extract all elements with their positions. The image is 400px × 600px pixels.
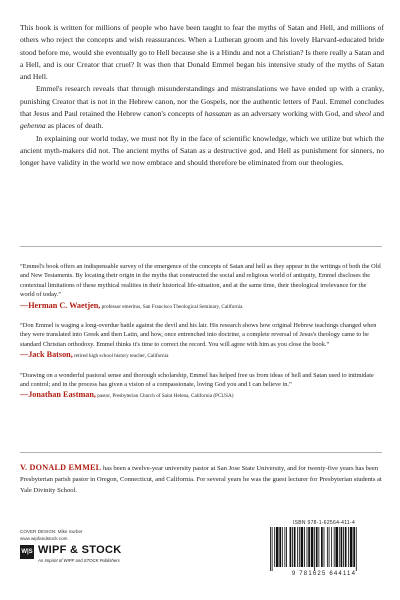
endorser-role: professor emeritus, San Francisco Theological Seminary, California: [100, 303, 243, 310]
barcode-bar: [348, 527, 349, 567]
endorsement-attribution: [20, 350, 382, 361]
endorser-name: —Jack Batson,: [20, 350, 73, 360]
barcode-bar: [307, 527, 308, 567]
barcode-bar: [324, 527, 325, 567]
publisher-block: [20, 545, 121, 563]
barcode-bar: [284, 527, 285, 567]
barcode-bar: [316, 527, 318, 567]
text-run: and: [371, 109, 385, 119]
barcode-bar: [294, 527, 296, 567]
term-gehenna: gehenna: [20, 121, 46, 131]
endorsement-attribution: [20, 390, 382, 401]
barcode-bar: [276, 527, 279, 567]
barcode-bar: [308, 527, 310, 567]
barcode-bar: [321, 527, 323, 567]
cover-design-credit: COVER DESIGN: Mike Surber: [20, 529, 83, 534]
publisher-name: WIPF & STOCK: [38, 544, 122, 556]
barcode-bar: [341, 527, 343, 567]
barcode-bar: [350, 527, 353, 567]
barcode-bar: [297, 527, 298, 567]
barcode-bar: [331, 527, 332, 567]
barcode-bar: [286, 527, 287, 567]
endorser-name: —Herman C. Waetjen,: [20, 300, 101, 310]
barcode-bar: [304, 527, 305, 567]
publisher-tagline: An Imprint of WIPF and STOCK Publishers: [38, 558, 120, 563]
barcode-bar: [311, 527, 314, 567]
barcode-bar: [356, 527, 357, 571]
endorsement-quote: “Don Emmel is waging a long-overdue battle against the devil and his lair. His research shows how original Hebrew teachings changed when they were translated into Greek and then Latin, and how, once entrenched into doctrine, a complete reversal of Jesus's theology came to be standard Christian orthodoxy. Emmel thinks it's time to correct the record. You will agree with him as you close the book.”: [20, 322, 377, 348]
endorsement-attribution: [20, 301, 382, 312]
barcode-bar: [318, 527, 319, 567]
barcode-bar: [270, 527, 271, 571]
endorser-role: retired high school history teacher, California: [72, 353, 169, 360]
endorser-name: —Jonathan Eastman,: [20, 390, 96, 400]
barcode-bar: [353, 527, 355, 567]
barcode-bar: [274, 527, 275, 567]
barcode-bar: [301, 527, 304, 567]
description-paragraph: In explaining our world today, we must not fly in the face of scientific knowledge, which we utilize but which the ancient myth-makers did not. The ancient myths of Satan as a destructive god, and Hell as punishment for sinners, no longer have validity in the world we now embrace and should therefore be eliminated from our theologies.: [20, 133, 384, 168]
text-run: Emmel's research reveals that through misunderstandings and mistranslations we have ended up with a cranky, punishing Creator that is not in the Hebrew canon, nor the Gospels, nor the authentic letters of Paul. Emmel concludes that Jesus and Paul retained the Hebrew canon's concepts of: [20, 84, 384, 119]
author-bio: [20, 462, 382, 497]
barcode-bar: [343, 527, 344, 567]
publisher-logo-icon: W|S: [20, 545, 34, 559]
back-cover-description: [20, 22, 384, 170]
author-name: V. DONALD EMMEL: [20, 463, 102, 472]
endorsement-quote: “Drawing on a wonderful pastoral sense and thorough scholarship, Emmel has helped free us from ideas of hell and Satan used to intimidate and control; and in the process has given a vision of a compassionate, loving God you and I can believe in.”: [20, 371, 374, 389]
endorser-role: pastor, Presbyterian Church of Saint Helena, California (PCUSA): [95, 393, 234, 400]
barcode-bar: [314, 527, 315, 571]
barcode-bar: [335, 527, 338, 567]
barcode-bar: [345, 527, 347, 567]
term-hassatan: hassatan: [204, 109, 232, 119]
divider: [20, 452, 382, 453]
isbn-barcode-block: [264, 520, 384, 577]
description-paragraph: [20, 83, 384, 132]
isbn-digits: 9 781625 644114: [291, 571, 357, 577]
barcode-icon: [264, 527, 384, 571]
credits: [20, 528, 83, 542]
publisher-website: www.wipfandstock.com: [20, 536, 68, 541]
endorsements: [20, 262, 382, 411]
bio-text: has been a twelve-year university pastor at San Jose State University, and for twenty-five years has been Presbyterian parish pastor in Oregon, Connecticut, and California. For several years he was the guest lecturer for Presbyterian students at Yale Divinity School.: [20, 465, 382, 495]
barcode-bar: [282, 527, 283, 567]
divider: [20, 246, 382, 247]
endorsement: [20, 371, 382, 402]
publisher-text: [38, 545, 121, 563]
endorsement: [20, 321, 382, 362]
description-paragraph: This book is written for millions of people who have been taught to fear the myths of Satan and Hell, and millions of others who reject the concepts and wish reassurances. When a Lutheran groom and his lovely Harvard-educated bride stood before me, would she eventually go to Hell because she is a Hindu and not a Christian? Is there really a Satan and a Hell, and is our Creator that cruel? It was then that Donald Emmel began his intensive study of the myths of Satan and Hell.: [20, 23, 384, 82]
text-run: as places of death.: [45, 121, 104, 131]
barcode-bar: [334, 527, 335, 567]
barcode-bar: [292, 527, 293, 567]
barcode-bar: [279, 527, 281, 567]
barcode-bar: [290, 527, 292, 567]
term-sheol: sheol: [355, 109, 372, 119]
barcode-bar: [329, 527, 330, 567]
barcode-bar: [272, 527, 273, 571]
endorsement-quote: “Emmel's book offers an indispensable survey of the emergence of the concepts of Satan and hell as they appear in the writings of both the Old and New Testaments. By locating their origin in the myths that constructed the social and religious world of antiquity, Emmel discloses the contextual limitations of these mythical realities in their historical life-situation, and at the same time, their theological irrelevance for the world of today.”: [20, 263, 381, 299]
text-run: as an adversary working with God, and: [231, 109, 356, 119]
barcode-bar: [339, 527, 340, 567]
isbn-label: ISBN 978-1-62564-411-4: [292, 520, 356, 526]
endorsement: [20, 262, 382, 312]
barcode-bar: [299, 527, 300, 567]
barcode-bar: [327, 527, 328, 567]
